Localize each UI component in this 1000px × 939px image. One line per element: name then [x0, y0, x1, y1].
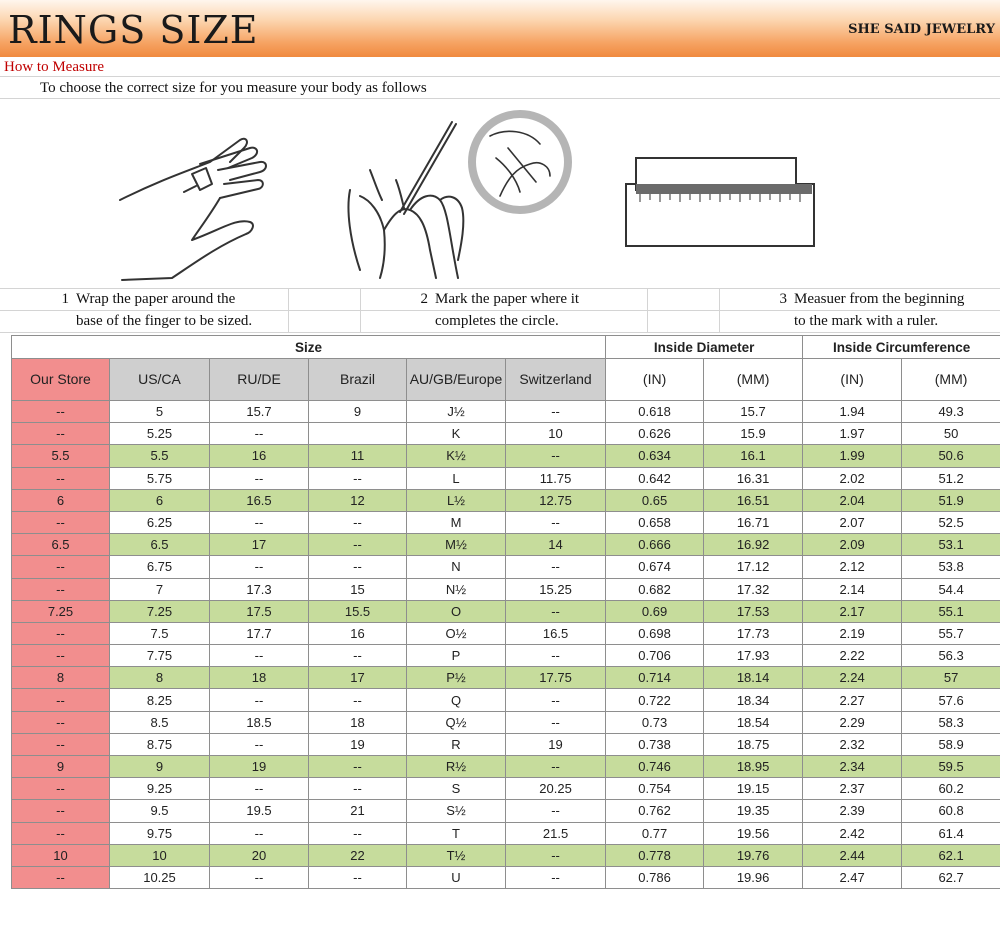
table-cell: --: [12, 645, 110, 667]
table-cell: 58.3: [902, 711, 1000, 733]
table-cell: 18.54: [704, 711, 803, 733]
table-cell: 9.25: [110, 778, 210, 800]
divider: [0, 332, 1000, 333]
table-cell: --: [12, 800, 110, 822]
table-cell: 11.75: [506, 467, 606, 489]
table-cell: 16.92: [704, 534, 803, 556]
table-cell: 15.5: [309, 600, 407, 622]
table-cell: 2.19: [803, 622, 902, 644]
column-header-switzerland: Switzerland: [506, 359, 606, 401]
table-cell: --: [12, 866, 110, 888]
table-row: [12, 534, 1000, 556]
table-cell: N½: [407, 578, 506, 600]
table-cell: --: [506, 645, 606, 667]
hand-mark-icon: [340, 100, 580, 286]
step-text-line2: to the mark with a ruler.: [794, 313, 939, 329]
table-row: [12, 445, 1000, 467]
table-cell: 61.4: [902, 822, 1000, 844]
step-text-line1: Mark the paper where it: [435, 291, 580, 307]
table-cell: 16: [210, 445, 309, 467]
table-cell: K: [407, 423, 506, 445]
table-cell: 18: [309, 711, 407, 733]
header-banner: [0, 0, 1000, 57]
step-number: 1: [61, 291, 69, 307]
table-cell: 0.786: [606, 866, 704, 888]
table-cell: 19.76: [704, 844, 803, 866]
table-cell: 0.754: [606, 778, 704, 800]
table-cell: 50: [902, 423, 1000, 445]
table-cell: 0.738: [606, 733, 704, 755]
step-text-line1: Measuer from the beginning: [794, 291, 965, 307]
table-cell: --: [506, 401, 606, 423]
table-cell: --: [210, 778, 309, 800]
table-cell: 60.8: [902, 800, 1000, 822]
table-cell: --: [12, 822, 110, 844]
table-cell: 19.56: [704, 822, 803, 844]
table-cell: --: [506, 756, 606, 778]
table-cell: --: [12, 401, 110, 423]
table-cell: 2.22: [803, 645, 902, 667]
table-cell: 60.2: [902, 778, 1000, 800]
table-cell: 8.25: [110, 689, 210, 711]
table-cell: 5.5: [12, 445, 110, 467]
table-cell: --: [210, 689, 309, 711]
group-header-inside-diameter: Inside Diameter: [606, 336, 803, 359]
table-cell: --: [12, 778, 110, 800]
table-cell: S½: [407, 800, 506, 822]
intro-text: To choose the correct size for you measure your body as follows: [40, 80, 427, 96]
table-cell: 57.6: [902, 689, 1000, 711]
table-cell: 2.02: [803, 467, 902, 489]
table-cell: 18.95: [704, 756, 803, 778]
table-cell: [309, 423, 407, 445]
table-cell: --: [309, 756, 407, 778]
column-header-diameter-in: (IN): [606, 359, 704, 401]
table-cell: 5: [110, 401, 210, 423]
table-cell: 7.25: [110, 600, 210, 622]
table-cell: 18: [210, 667, 309, 689]
table-row: [12, 467, 1000, 489]
table-row: [12, 401, 1000, 423]
table-cell: 56.3: [902, 645, 1000, 667]
table-cell: 16.5: [506, 622, 606, 644]
table-cell: 7: [110, 578, 210, 600]
table-cell: 12: [309, 489, 407, 511]
table-cell: 12.75: [506, 489, 606, 511]
table-cell: 5.5: [110, 445, 210, 467]
table-cell: 16: [309, 622, 407, 644]
table-cell: 18.34: [704, 689, 803, 711]
table-cell: --: [210, 556, 309, 578]
table-cell: 52.5: [902, 511, 1000, 533]
table-cell: --: [506, 511, 606, 533]
table-cell: 5.25: [110, 423, 210, 445]
table-cell: U: [407, 866, 506, 888]
group-header-size: Size: [12, 336, 606, 359]
table-cell: 0.634: [606, 445, 704, 467]
table-cell: --: [12, 423, 110, 445]
column-header-our-store: Our Store: [12, 359, 110, 401]
table-cell: 9.75: [110, 822, 210, 844]
table-cell: 0.706: [606, 645, 704, 667]
table-cell: L: [407, 467, 506, 489]
table-cell: 54.4: [902, 578, 1000, 600]
table-cell: 21.5: [506, 822, 606, 844]
column-header-circumference-in: (IN): [803, 359, 902, 401]
column-header-us-ca: US/CA: [110, 359, 210, 401]
table-cell: 6.5: [110, 534, 210, 556]
table-row: [12, 667, 1000, 689]
table-cell: --: [210, 822, 309, 844]
hand-wrap-icon: [100, 100, 300, 286]
table-cell: 17.53: [704, 600, 803, 622]
table-cell: 21: [309, 800, 407, 822]
table-cell: 8: [110, 667, 210, 689]
table-row: [12, 689, 1000, 711]
table-cell: 9.5: [110, 800, 210, 822]
table-cell: 19.15: [704, 778, 803, 800]
table-cell: 10: [110, 844, 210, 866]
table-cell: 16.5: [210, 489, 309, 511]
table-cell: 17.5: [210, 600, 309, 622]
page-title: RINGS SIZE: [8, 8, 259, 52]
table-row: [12, 645, 1000, 667]
table-cell: R: [407, 733, 506, 755]
table-cell: O: [407, 600, 506, 622]
table-cell: 2.07: [803, 511, 902, 533]
table-cell: 62.7: [902, 866, 1000, 888]
table-cell: M½: [407, 534, 506, 556]
column-header-circumference-mm: (MM): [902, 359, 1000, 401]
table-cell: 18.14: [704, 667, 803, 689]
table-cell: P: [407, 645, 506, 667]
table-cell: 0.626: [606, 423, 704, 445]
table-cell: --: [210, 423, 309, 445]
table-cell: 62.1: [902, 844, 1000, 866]
table-cell: 2.27: [803, 689, 902, 711]
step-1: [0, 288, 288, 332]
table-cell: 2.09: [803, 534, 902, 556]
table-cell: 17.12: [704, 556, 803, 578]
table-cell: 49.3: [902, 401, 1000, 423]
table-cell: 0.618: [606, 401, 704, 423]
column-header-ru-de: RU/DE: [210, 359, 309, 401]
table-cell: 2.42: [803, 822, 902, 844]
table-cell: 9: [309, 401, 407, 423]
table-cell: 18.5: [210, 711, 309, 733]
divider: [0, 76, 1000, 77]
table-cell: S: [407, 778, 506, 800]
table-cell: 0.778: [606, 844, 704, 866]
table-cell: --: [506, 711, 606, 733]
table-cell: 15.7: [210, 401, 309, 423]
table-cell: --: [506, 600, 606, 622]
table-row: [12, 556, 1000, 578]
table-row: [12, 511, 1000, 533]
table-cell: 0.746: [606, 756, 704, 778]
table-cell: --: [506, 556, 606, 578]
step-number: 2: [420, 291, 428, 307]
table-cell: 22: [309, 844, 407, 866]
table-cell: --: [210, 866, 309, 888]
table-cell: 0.682: [606, 578, 704, 600]
table-cell: --: [309, 534, 407, 556]
table-cell: 17: [210, 534, 309, 556]
table-cell: R½: [407, 756, 506, 778]
table-cell: 6.75: [110, 556, 210, 578]
table-cell: 2.47: [803, 866, 902, 888]
table-cell: 18.75: [704, 733, 803, 755]
table-row: [12, 866, 1000, 888]
table-cell: --: [12, 711, 110, 733]
table-cell: 2.17: [803, 600, 902, 622]
table-cell: 53.1: [902, 534, 1000, 556]
table-row: [12, 711, 1000, 733]
table-cell: 17.7: [210, 622, 309, 644]
table-cell: 15.9: [704, 423, 803, 445]
table-cell: P½: [407, 667, 506, 689]
table-cell: 59.5: [902, 756, 1000, 778]
table-cell: 16.31: [704, 467, 803, 489]
table-cell: 2.14: [803, 578, 902, 600]
table-cell: 2.24: [803, 667, 902, 689]
table-cell: 0.77: [606, 822, 704, 844]
column-header-au-gb-europe: AU/GB/Europe: [407, 359, 506, 401]
table-row: [12, 800, 1000, 822]
divider: [647, 288, 648, 332]
table-cell: --: [309, 866, 407, 888]
table-cell: --: [309, 822, 407, 844]
table-cell: 51.9: [902, 489, 1000, 511]
table-cell: N: [407, 556, 506, 578]
table-cell: 17.32: [704, 578, 803, 600]
table-cell: 17.93: [704, 645, 803, 667]
table-cell: 0.666: [606, 534, 704, 556]
table-cell: --: [506, 689, 606, 711]
table-cell: 55.1: [902, 600, 1000, 622]
table-cell: --: [506, 800, 606, 822]
column-header-row: [12, 359, 1000, 401]
table-row: [12, 600, 1000, 622]
table-cell: 17.73: [704, 622, 803, 644]
table-cell: 19: [309, 733, 407, 755]
table-cell: 51.2: [902, 467, 1000, 489]
group-header-row: [12, 336, 1000, 359]
table-cell: 15.25: [506, 578, 606, 600]
table-cell: 16.51: [704, 489, 803, 511]
table-cell: 0.73: [606, 711, 704, 733]
table-cell: K½: [407, 445, 506, 467]
table-cell: 20.25: [506, 778, 606, 800]
table-cell: --: [210, 645, 309, 667]
table-cell: --: [12, 578, 110, 600]
table-row: [12, 778, 1000, 800]
how-to-measure-heading: How to Measure: [4, 59, 104, 75]
table-cell: 6.5: [12, 534, 110, 556]
table-cell: 19: [210, 756, 309, 778]
table-cell: 1.94: [803, 401, 902, 423]
table-cell: 2.32: [803, 733, 902, 755]
table-cell: 7.75: [110, 645, 210, 667]
brand-name: SHE SAID JEWELRY: [848, 22, 995, 37]
table-cell: --: [12, 733, 110, 755]
table-cell: --: [210, 511, 309, 533]
table-cell: 2.34: [803, 756, 902, 778]
table-cell: --: [210, 733, 309, 755]
table-cell: 50.6: [902, 445, 1000, 467]
step-2: [360, 288, 647, 332]
table-cell: 2.37: [803, 778, 902, 800]
table-cell: 10: [506, 423, 606, 445]
table-cell: 0.642: [606, 467, 704, 489]
table-cell: 55.7: [902, 622, 1000, 644]
table-row: [12, 489, 1000, 511]
table-cell: 19.96: [704, 866, 803, 888]
table-cell: --: [309, 511, 407, 533]
table-cell: 2.29: [803, 711, 902, 733]
table-cell: 2.39: [803, 800, 902, 822]
table-cell: --: [210, 467, 309, 489]
table-cell: 15.7: [704, 401, 803, 423]
step-text-line2: completes the circle.: [435, 313, 559, 329]
table-cell: 53.8: [902, 556, 1000, 578]
table-cell: 58.9: [902, 733, 1000, 755]
table-cell: --: [12, 556, 110, 578]
table-cell: --: [506, 844, 606, 866]
table-cell: 5.75: [110, 467, 210, 489]
divider: [288, 288, 289, 332]
step-3: [719, 288, 1000, 332]
table-cell: --: [12, 622, 110, 644]
table-cell: --: [309, 467, 407, 489]
table-cell: 17: [309, 667, 407, 689]
table-cell: 8.5: [110, 711, 210, 733]
table-cell: 20: [210, 844, 309, 866]
table-cell: 1.99: [803, 445, 902, 467]
table-row: [12, 844, 1000, 866]
table-cell: 0.722: [606, 689, 704, 711]
table-cell: --: [309, 778, 407, 800]
table-row: [12, 578, 1000, 600]
table-cell: 0.65: [606, 489, 704, 511]
table-cell: 10: [12, 844, 110, 866]
table-cell: 9: [12, 756, 110, 778]
table-cell: 6: [12, 489, 110, 511]
table-cell: T½: [407, 844, 506, 866]
step-text-line2: base of the finger to be sized.: [76, 313, 253, 329]
table-cell: 8: [12, 667, 110, 689]
table-cell: --: [506, 866, 606, 888]
table-cell: 14: [506, 534, 606, 556]
table-cell: 19: [506, 733, 606, 755]
table-cell: 2.04: [803, 489, 902, 511]
group-header-inside-circumference: Inside Circumference: [803, 336, 1000, 359]
table-cell: O½: [407, 622, 506, 644]
table-cell: 0.762: [606, 800, 704, 822]
column-header-diameter-mm: (MM): [704, 359, 803, 401]
table-cell: 1.97: [803, 423, 902, 445]
table-cell: 19.5: [210, 800, 309, 822]
table-row: [12, 756, 1000, 778]
table-cell: --: [12, 689, 110, 711]
table-cell: --: [506, 445, 606, 467]
ruler-icon: [620, 100, 820, 286]
table-cell: 2.44: [803, 844, 902, 866]
table-cell: 15: [309, 578, 407, 600]
table-cell: 0.674: [606, 556, 704, 578]
table-cell: 0.698: [606, 622, 704, 644]
table-cell: Q½: [407, 711, 506, 733]
table-cell: M: [407, 511, 506, 533]
table-cell: --: [309, 556, 407, 578]
table-cell: 19.35: [704, 800, 803, 822]
table-cell: --: [309, 689, 407, 711]
table-cell: 8.75: [110, 733, 210, 755]
table-cell: Q: [407, 689, 506, 711]
table-row: [12, 622, 1000, 644]
table-cell: L½: [407, 489, 506, 511]
table-cell: --: [12, 467, 110, 489]
table-cell: 0.69: [606, 600, 704, 622]
table-cell: 0.714: [606, 667, 704, 689]
table-cell: --: [309, 645, 407, 667]
table-row: [12, 733, 1000, 755]
table-cell: 16.71: [704, 511, 803, 533]
table-cell: 0.658: [606, 511, 704, 533]
divider: [0, 98, 1000, 99]
step-number: 3: [779, 291, 787, 307]
table-cell: 6.25: [110, 511, 210, 533]
table-cell: 10.25: [110, 866, 210, 888]
table-cell: 7.25: [12, 600, 110, 622]
table-cell: 7.5: [110, 622, 210, 644]
ring-size-table: [11, 335, 1000, 889]
table-row: [12, 423, 1000, 445]
table-cell: 57: [902, 667, 1000, 689]
table-cell: 16.1: [704, 445, 803, 467]
table-cell: 9: [110, 756, 210, 778]
table-cell: 6: [110, 489, 210, 511]
table-cell: T: [407, 822, 506, 844]
table-cell: J½: [407, 401, 506, 423]
table-row: [12, 822, 1000, 844]
table-cell: 17.3: [210, 578, 309, 600]
table-cell: 17.75: [506, 667, 606, 689]
column-header-brazil: Brazil: [309, 359, 407, 401]
step-text-line1: Wrap the paper around the: [76, 291, 236, 307]
table-cell: 11: [309, 445, 407, 467]
table-cell: --: [12, 511, 110, 533]
table-cell: 2.12: [803, 556, 902, 578]
